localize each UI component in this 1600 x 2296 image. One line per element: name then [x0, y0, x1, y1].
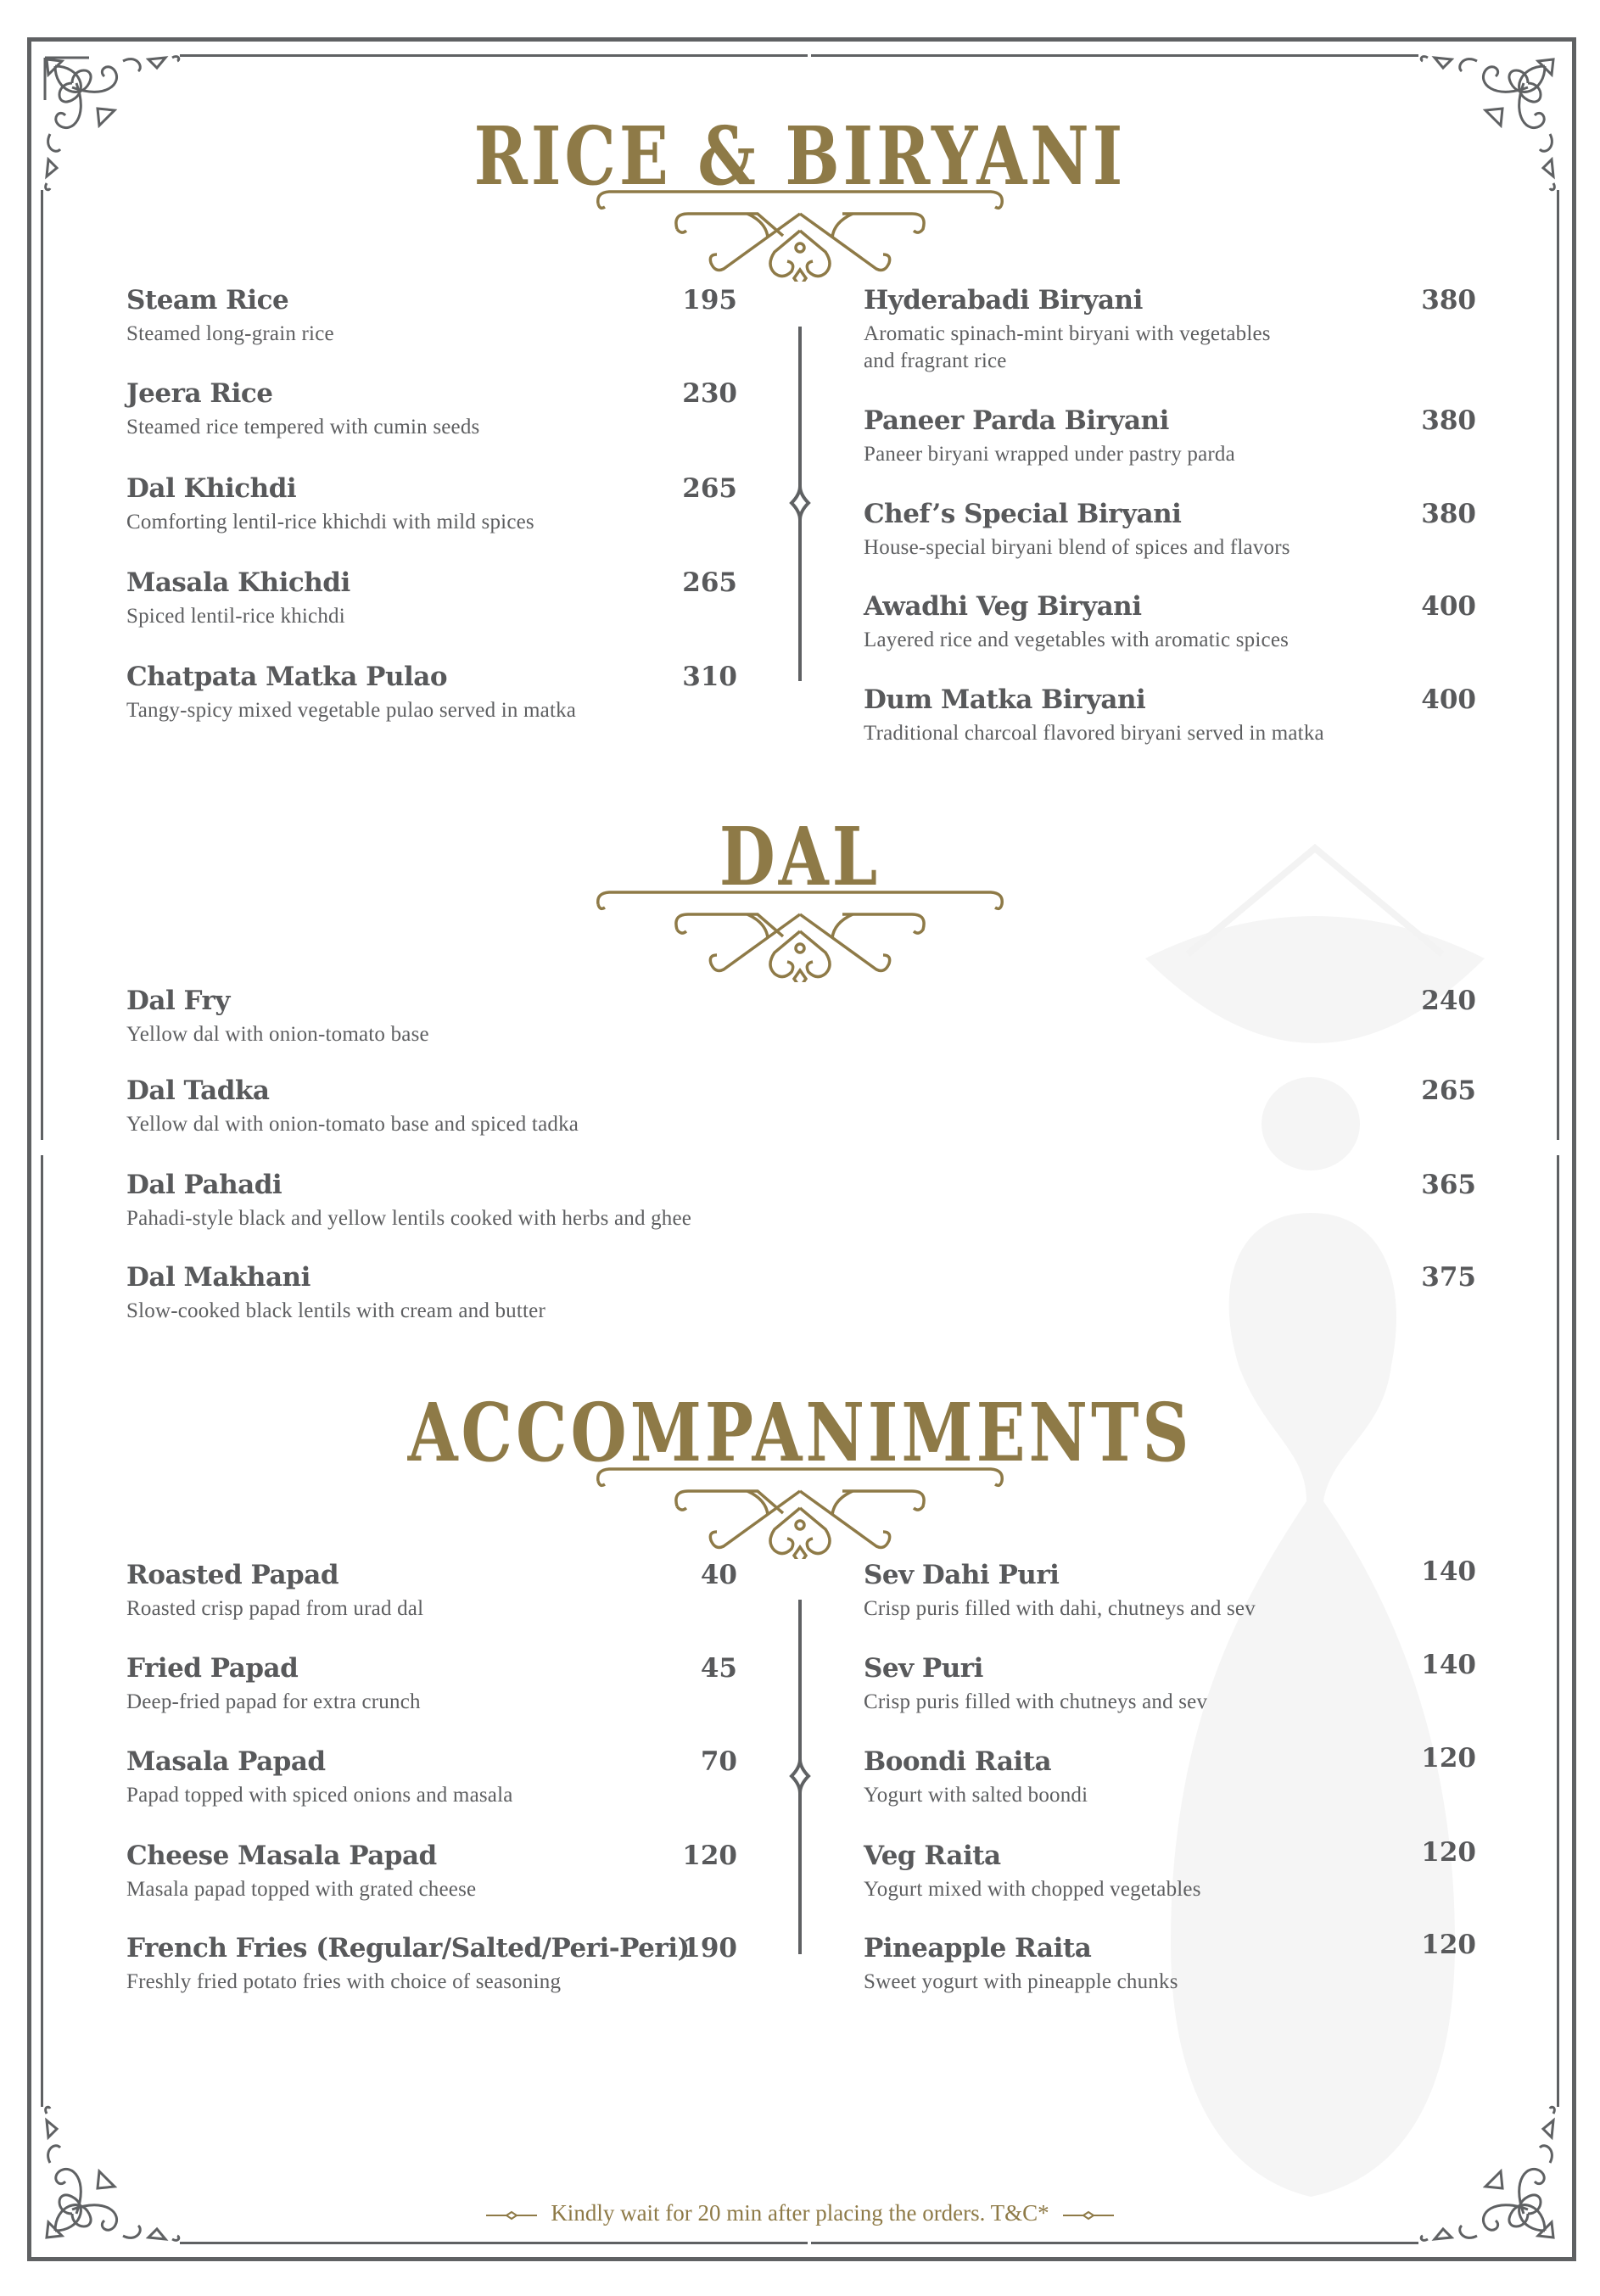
item-price: 140: [1421, 1650, 1476, 1680]
item-name: Dal Khichdi: [126, 473, 297, 504]
item-description: Yellow dal with onion-tomato base and spiced tadka: [126, 1113, 579, 1136]
item-price: 265: [682, 567, 737, 598]
item-price: 190: [682, 1933, 737, 1964]
footer-note: [0, 2200, 1600, 2226]
item-name: Veg Raita: [864, 1841, 1001, 1871]
item-name: Jeera Rice: [126, 378, 273, 409]
item-description: Aromatic spinach-mint biryani with vegetables: [864, 322, 1271, 345]
item-price: 70: [700, 1746, 737, 1777]
section-title-rice-biryani: RICE & BIRYANI: [473, 109, 1127, 204]
item-name: French Fries (Regular/Salted/Peri-Peri): [126, 1933, 690, 1964]
item-price: 265: [682, 473, 737, 504]
item-description: Comforting lentil-rice khichdi with mild spices: [126, 511, 534, 533]
item-price: 195: [682, 285, 737, 316]
item-price: 40: [700, 1560, 737, 1590]
frame-top-left-line: [180, 54, 808, 57]
item-name: Dal Tadka: [126, 1075, 270, 1106]
item-description-line2: and fragrant rice: [864, 349, 1007, 372]
item-description: Layered rice and vegetables with aromatic spices: [864, 628, 1290, 651]
item-description: Sweet yogurt with pineapple chunks: [864, 1970, 1178, 1993]
frame-bottom-right-line: [811, 2242, 1418, 2244]
item-price: 380: [1421, 499, 1476, 529]
item-name: Paneer Parda Biryani: [864, 405, 1169, 436]
item-description: Crisp puris filled with dahi, chutneys and sev: [864, 1597, 1256, 1620]
item-name: Fried Papad: [126, 1653, 299, 1684]
item-description: Pahadi-style black and yellow lentils cooked with herbs and ghee: [126, 1207, 692, 1230]
title-ornament-rice-icon: [588, 188, 1012, 282]
item-description: Papad topped with spiced onions and masala: [126, 1784, 513, 1807]
item-description: Roasted crisp papad from urad dal: [126, 1597, 424, 1620]
frame-top-right-line: [811, 54, 1418, 57]
item-name: Boondi Raita: [864, 1746, 1052, 1777]
item-price: 45: [700, 1653, 737, 1684]
section-title-accompaniments: ACCOMPANIMENTS: [407, 1385, 1193, 1480]
frame-right-upper-line: [1557, 190, 1559, 1140]
item-name: Sev Dahi Puri: [864, 1560, 1060, 1590]
item-name: Steam Rice: [126, 285, 289, 316]
item-price: 400: [1421, 684, 1476, 715]
item-name: Masala Papad: [126, 1746, 326, 1777]
frame-bottom-left-line: [180, 2242, 808, 2244]
item-price: 120: [682, 1841, 737, 1871]
item-description: Steamed long-grain rice: [126, 322, 334, 345]
item-description: Crisp puris filled with chutneys and sev: [864, 1690, 1208, 1713]
item-description: Paneer biryani wrapped under pastry parda: [864, 443, 1235, 466]
item-price: 120: [1421, 1930, 1476, 1960]
column-divider-accompaniments-icon: [787, 1598, 813, 1956]
item-name: Chatpata Matka Pulao: [126, 662, 448, 692]
frame-left-lower-line: [41, 1155, 43, 2107]
item-name: Roasted Papad: [126, 1560, 338, 1590]
item-name: Dal Pahadi: [126, 1170, 283, 1200]
item-description: Yogurt with salted boondi: [864, 1784, 1088, 1807]
item-price: 375: [1421, 1262, 1476, 1293]
item-description: Freshly fried potato fries with choice of seasoning: [126, 1970, 562, 1993]
item-description: Steamed rice tempered with cumin seeds: [126, 416, 480, 439]
item-price: 120: [1421, 1837, 1476, 1868]
item-name: Dal Fry: [126, 986, 230, 1016]
item-description: House-special biryani blend of spices and flavors: [864, 536, 1290, 559]
item-price: 230: [682, 378, 737, 409]
footer-note-text: Kindly wait for 20 min after placing the orders. T&C*: [551, 2200, 1049, 2226]
item-name: Sev Puri: [864, 1653, 983, 1684]
item-description: Yogurt mixed with chopped vegetables: [864, 1878, 1201, 1901]
item-price: 140: [1421, 1556, 1476, 1587]
footer-right-ornament-icon: [1063, 2205, 1114, 2226]
frame-left-upper-line: [41, 190, 43, 1140]
item-price: 365: [1421, 1170, 1476, 1200]
item-name: Chef’s Special Biryani: [864, 499, 1182, 529]
item-price: 120: [1421, 1743, 1476, 1774]
item-price: 380: [1421, 285, 1476, 316]
item-price: 380: [1421, 405, 1476, 436]
title-ornament-dal-icon: [588, 889, 1012, 982]
item-description: Traditional charcoal flavored biryani served in matka: [864, 722, 1324, 745]
frame-right-lower-line: [1557, 1155, 1559, 2107]
item-description: Yellow dal with onion-tomato base: [126, 1023, 429, 1046]
column-divider-rice-icon: [787, 325, 813, 683]
item-price: 400: [1421, 591, 1476, 622]
item-name: Hyderabadi Biryani: [864, 285, 1143, 316]
item-description: Deep-fried papad for extra crunch: [126, 1690, 421, 1713]
item-description: Spiced lentil-rice khichdi: [126, 605, 345, 628]
item-description: Masala papad topped with grated cheese: [126, 1878, 477, 1901]
item-name: Cheese Masala Papad: [126, 1841, 437, 1871]
item-description: Tangy-spicy mixed vegetable pulao served in matka: [126, 699, 577, 722]
item-price: 265: [1421, 1075, 1476, 1106]
section-title-dal: DAL: [719, 809, 881, 904]
item-name: Masala Khichdi: [126, 567, 350, 598]
chef-watermark-icon: [1137, 840, 1493, 2214]
item-name: Pineapple Raita: [864, 1933, 1092, 1964]
item-name: Dum Matka Biryani: [864, 684, 1146, 715]
title-ornament-accompaniments-icon: [588, 1466, 1012, 1559]
item-name: Awadhi Veg Biryani: [864, 591, 1142, 622]
item-name: Dal Makhani: [126, 1262, 310, 1293]
footer-left-ornament-icon: [486, 2205, 537, 2226]
item-price: 240: [1421, 986, 1476, 1016]
item-price: 310: [682, 662, 737, 692]
item-description: Slow-cooked black lentils with cream and butter: [126, 1299, 545, 1322]
